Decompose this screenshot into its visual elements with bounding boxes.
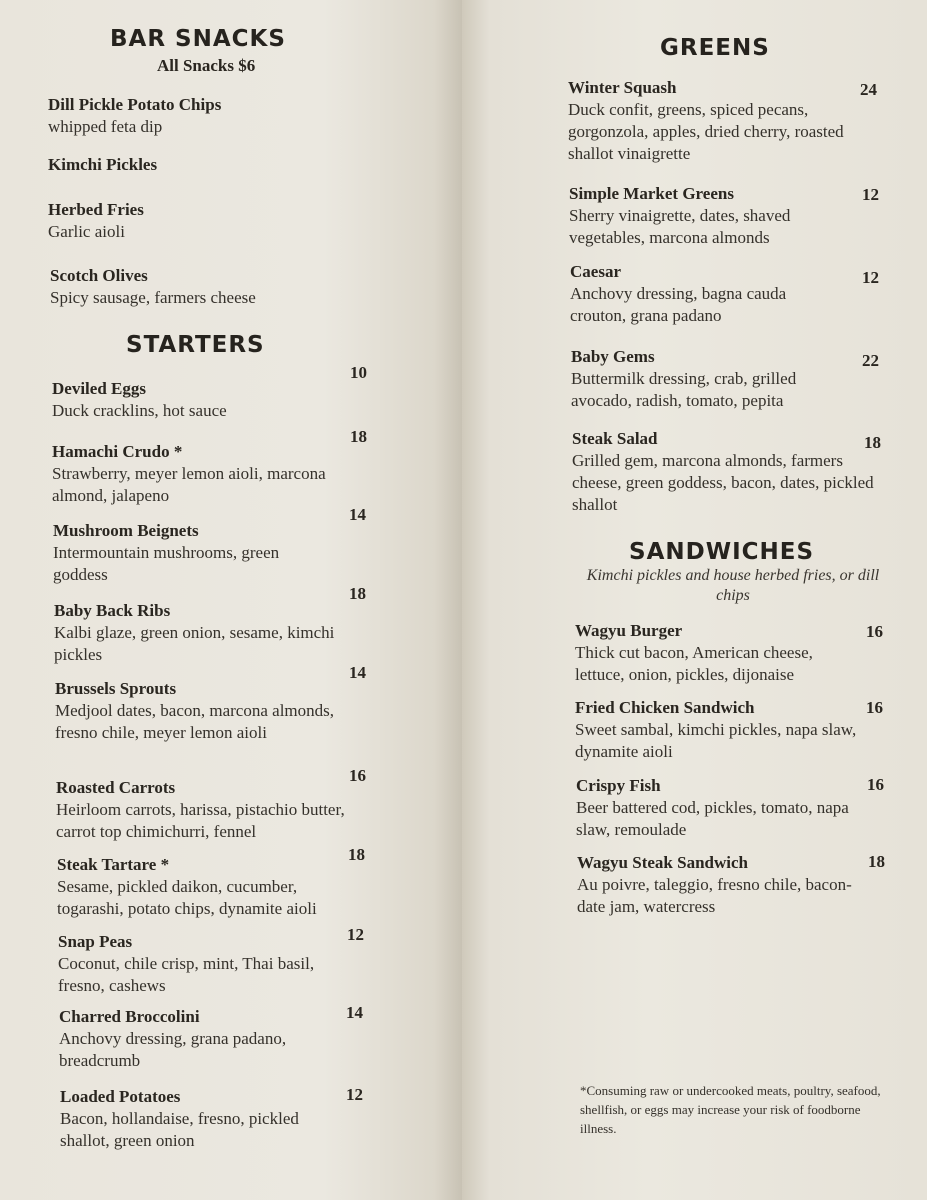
item-description: Sesame, pickled daikon, cucumber, togarashi, potato chips, dynamite aioli — [57, 877, 317, 918]
item-name: Wagyu Steak Sandwich — [577, 853, 748, 872]
item-name: Herbed Fries — [48, 200, 144, 219]
greens-item — [570, 261, 845, 327]
sandwiches-heading: SANDWICHES — [629, 539, 815, 565]
greens-item — [571, 346, 846, 412]
item-name: Caesar — [570, 262, 621, 281]
item-name: Crispy Fish — [576, 776, 661, 795]
item-price: 16 — [349, 766, 366, 785]
greens-item — [572, 428, 877, 516]
item-description: Sherry vinaigrette, dates, shaved vegetables, marcona almonds — [569, 206, 791, 247]
item-price: 14 — [349, 505, 366, 524]
item-price: 12 — [862, 268, 879, 287]
sandwich-item — [576, 775, 861, 841]
bar-snacks-price-note: All Snacks $6 — [157, 56, 256, 75]
item-description: Beer battered cod, pickles, tomato, napa slaw, remoulade — [576, 798, 849, 839]
item-description: Anchovy dressing, grana padano, breadcrumb — [59, 1029, 287, 1070]
bar-snack-item — [48, 154, 368, 176]
item-price: 10 — [350, 363, 367, 382]
item-name: Winter Squash — [568, 78, 677, 97]
item-description: Au poivre, taleggio, fresno chile, bacon-date jam, watercress — [577, 875, 852, 916]
item-description: Bacon, hollandaise, fresno, pickled shallot, green onion — [60, 1109, 299, 1150]
item-description: Garlic aioli — [48, 222, 125, 241]
item-name: Kimchi Pickles — [48, 155, 158, 174]
item-price: 18 — [350, 427, 367, 446]
item-price: 18 — [348, 845, 365, 864]
item-price: 16 — [866, 622, 883, 641]
item-price: 24 — [860, 80, 877, 99]
item-name: Dill Pickle Potato Chips — [48, 95, 222, 114]
item-name: Steak Tartare * — [57, 855, 170, 874]
item-price: 18 — [864, 433, 881, 452]
starter-item — [54, 600, 344, 666]
item-description: Strawberry, meyer lemon aioli, marcona almond, jalapeno — [52, 464, 326, 505]
greens-heading: GREENS — [660, 35, 770, 61]
starter-item — [55, 678, 355, 744]
item-name: Steak Salad — [572, 429, 658, 448]
item-description: Intermountain mushrooms, green goddess — [53, 543, 280, 584]
item-name: Brussels Sprouts — [55, 679, 177, 698]
item-description: Buttermilk dressing, crab, grilled avocado, radish, tomato, pepita — [571, 369, 797, 410]
item-name: Loaded Potatoes — [60, 1087, 181, 1106]
item-name: Charred Broccolini — [59, 1007, 200, 1026]
starters-heading: STARTERS — [126, 332, 265, 358]
item-description: Heirloom carrots, harissa, pistachio butter, carrot top chimichurri, fennel — [56, 800, 345, 841]
item-name: Deviled Eggs — [52, 379, 146, 398]
bar-snack-item — [48, 94, 368, 138]
item-price: 12 — [347, 925, 364, 944]
sandwich-item — [575, 697, 860, 763]
item-name: Baby Gems — [571, 347, 655, 366]
bar-snack-item — [48, 199, 368, 243]
item-description: Spicy sausage, farmers cheese — [50, 288, 256, 307]
item-name: Wagyu Burger — [575, 621, 683, 640]
greens-item — [569, 183, 844, 249]
item-price: 16 — [866, 698, 883, 717]
starter-item — [56, 777, 356, 843]
item-name: Snap Peas — [58, 932, 133, 951]
greens-item — [568, 77, 883, 165]
item-description: Coconut, chile crisp, mint, Thai basil, fresno, cashews — [58, 954, 315, 995]
bar-snack-item — [50, 265, 370, 309]
starter-item — [58, 931, 358, 997]
starter-item — [57, 854, 357, 920]
bar-snacks-heading: BAR SNACKS — [110, 26, 286, 52]
item-price: 18 — [868, 852, 885, 871]
item-description: Duck confit, greens, spiced pecans, gorgonzola, apples, dried cherry, roasted shallot vinaigrette — [568, 100, 844, 163]
raw-food-disclaimer: *Consuming raw or undercooked meats, poultry, seafood, shellfish, or eggs may increase your risk of foodborne illness. — [580, 1083, 881, 1136]
item-price: 22 — [862, 351, 879, 370]
item-price: 16 — [867, 775, 884, 794]
item-name: Mushroom Beignets — [53, 521, 199, 540]
item-price: 12 — [862, 185, 879, 204]
item-price: 18 — [349, 584, 366, 603]
starter-item — [52, 378, 347, 422]
item-price: 14 — [346, 1003, 363, 1022]
sandwich-item — [575, 620, 860, 686]
starter-item — [60, 1086, 340, 1152]
item-description: Medjool dates, bacon, marcona almonds, fresno chile, meyer lemon aioli — [55, 701, 335, 742]
item-price: 12 — [346, 1085, 363, 1104]
item-description: Duck cracklins, hot sauce — [52, 401, 227, 420]
item-description: Thick cut bacon, American cheese, lettuce, onion, pickles, dijonaise — [575, 643, 813, 684]
item-description: Kalbi glaze, green onion, sesame, kimchi pickles — [54, 623, 335, 664]
item-description: Grilled gem, marcona almonds, farmers cheese, green goddess, bacon, dates, pickled shallot — [572, 451, 874, 514]
starter-item — [53, 520, 323, 586]
starter-item — [59, 1006, 334, 1072]
starter-item — [52, 441, 347, 507]
item-name: Baby Back Ribs — [54, 601, 171, 620]
item-description: whipped feta dip — [48, 117, 163, 136]
item-name: Roasted Carrots — [56, 778, 176, 797]
sandwich-item — [577, 852, 862, 918]
item-price: 14 — [349, 663, 366, 682]
item-description: Anchovy dressing, bagna cauda crouton, grana padano — [570, 284, 787, 325]
item-name: Fried Chicken Sandwich — [575, 698, 755, 717]
item-name: Hamachi Crudo * — [52, 442, 183, 461]
item-name: Scotch Olives — [50, 266, 148, 285]
sandwiches-sides-note: Kimchi pickles and house herbed fries, or dill chips — [586, 567, 880, 604]
item-description: Sweet sambal, kimchi pickles, napa slaw, dynamite aioli — [575, 720, 857, 761]
item-name: Simple Market Greens — [569, 184, 734, 203]
